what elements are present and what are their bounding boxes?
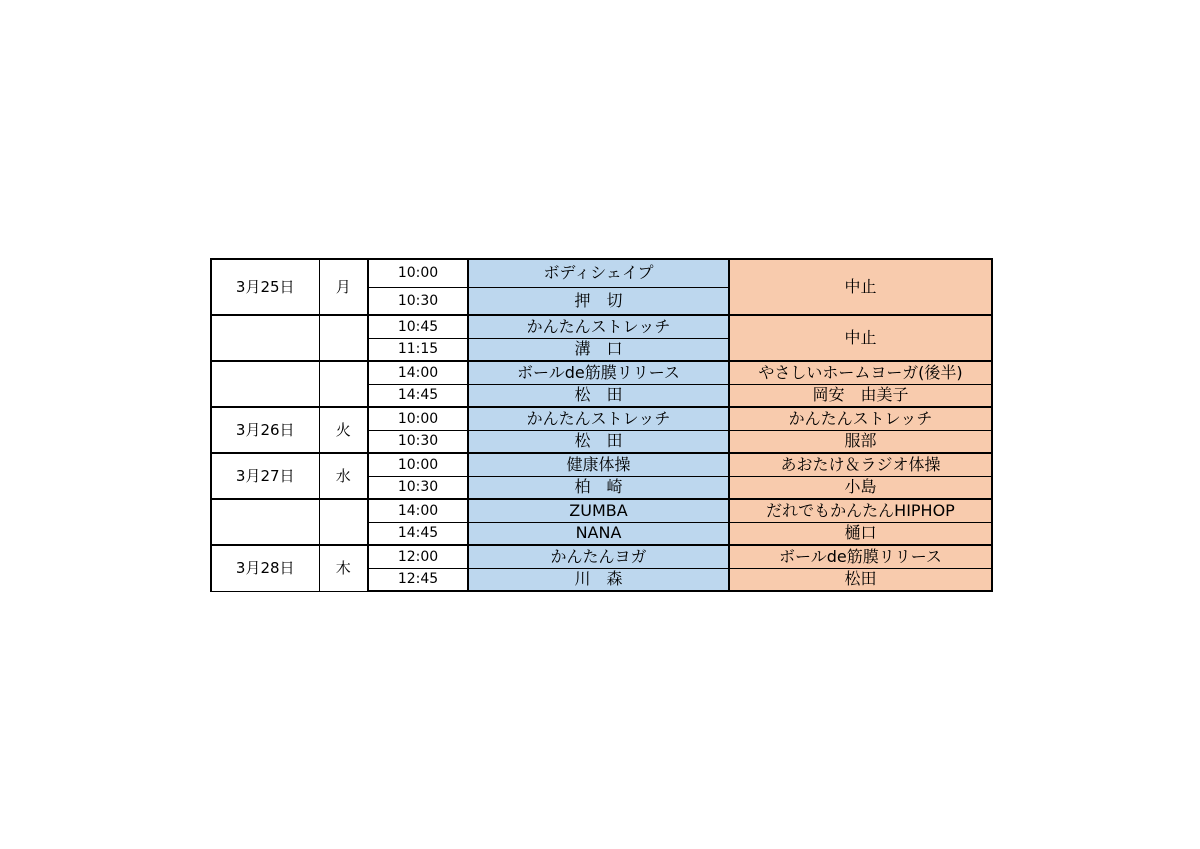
studio-a-instructor-cell: 川 森 <box>468 568 729 591</box>
studio-a-class-cell: かんたんストレッチ <box>468 407 729 430</box>
studio-a-instructor-cell: NANA <box>468 522 729 545</box>
time-cell: 12:00 <box>368 545 468 568</box>
table-row <box>211 259 992 287</box>
time-cell: 14:45 <box>368 522 468 545</box>
studio-b-class-cell: かんたんストレッチ <box>729 407 992 430</box>
time-cell: 14:00 <box>368 499 468 522</box>
date-cell: 3月27日 <box>211 453 319 499</box>
time-cell: 10:30 <box>368 430 468 453</box>
class-schedule-table <box>210 258 993 592</box>
table-row <box>211 315 992 338</box>
studio-b-instructor-cell: 樋口 <box>729 522 992 545</box>
table-row <box>211 361 992 384</box>
studio-a-class-cell: かんたんストレッチ <box>468 315 729 338</box>
table-row <box>211 407 992 430</box>
studio-b-class-cell: ボールde筋膜リリース <box>729 545 992 568</box>
weekday-cell: 月 <box>319 259 368 315</box>
studio-b-instructor-cell: 岡安 由美子 <box>729 384 992 407</box>
studio-b-cancelled-cell: 中止 <box>729 259 992 315</box>
time-cell: 10:30 <box>368 287 468 315</box>
studio-b-class-cell: やさしいホームヨーガ(後半) <box>729 361 992 384</box>
studio-a-instructor-cell: 押 切 <box>468 287 729 315</box>
weekday-cell <box>319 499 368 545</box>
studio-a-instructor-cell: 松 田 <box>468 430 729 453</box>
studio-b-instructor-cell: 松田 <box>729 568 992 591</box>
weekday-cell: 水 <box>319 453 368 499</box>
time-cell: 14:00 <box>368 361 468 384</box>
date-cell <box>211 361 319 407</box>
table-row <box>211 453 992 476</box>
studio-b-class-cell: あおたけ＆ラジオ体操 <box>729 453 992 476</box>
time-cell: 10:00 <box>368 259 468 287</box>
weekday-cell: 木 <box>319 545 368 591</box>
date-cell: 3月26日 <box>211 407 319 453</box>
studio-a-instructor-cell: 溝 口 <box>468 338 729 361</box>
studio-a-class-cell: ボールde筋膜リリース <box>468 361 729 384</box>
weekday-cell <box>319 361 368 407</box>
time-cell: 10:30 <box>368 476 468 499</box>
table-row <box>211 499 992 522</box>
studio-b-class-cell: だれでもかんたんHIPHOP <box>729 499 992 522</box>
time-cell: 14:45 <box>368 384 468 407</box>
weekday-cell <box>319 315 368 361</box>
time-cell: 11:15 <box>368 338 468 361</box>
studio-a-class-cell: ZUMBA <box>468 499 729 522</box>
studio-a-instructor-cell: 松 田 <box>468 384 729 407</box>
time-cell: 10:00 <box>368 407 468 430</box>
table-row <box>211 545 992 568</box>
studio-b-instructor-cell: 小島 <box>729 476 992 499</box>
studio-a-instructor-cell: 柏 崎 <box>468 476 729 499</box>
time-cell: 10:45 <box>368 315 468 338</box>
time-cell: 10:00 <box>368 453 468 476</box>
weekday-cell: 火 <box>319 407 368 453</box>
studio-a-class-cell: ボディシェイプ <box>468 259 729 287</box>
studio-b-instructor-cell: 服部 <box>729 430 992 453</box>
date-cell: 3月25日 <box>211 259 319 315</box>
date-cell <box>211 499 319 545</box>
studio-a-class-cell: 健康体操 <box>468 453 729 476</box>
date-cell: 3月28日 <box>211 545 319 591</box>
studio-b-cancelled-cell: 中止 <box>729 315 992 361</box>
studio-a-class-cell: かんたんヨガ <box>468 545 729 568</box>
date-cell <box>211 315 319 361</box>
time-cell: 12:45 <box>368 568 468 591</box>
